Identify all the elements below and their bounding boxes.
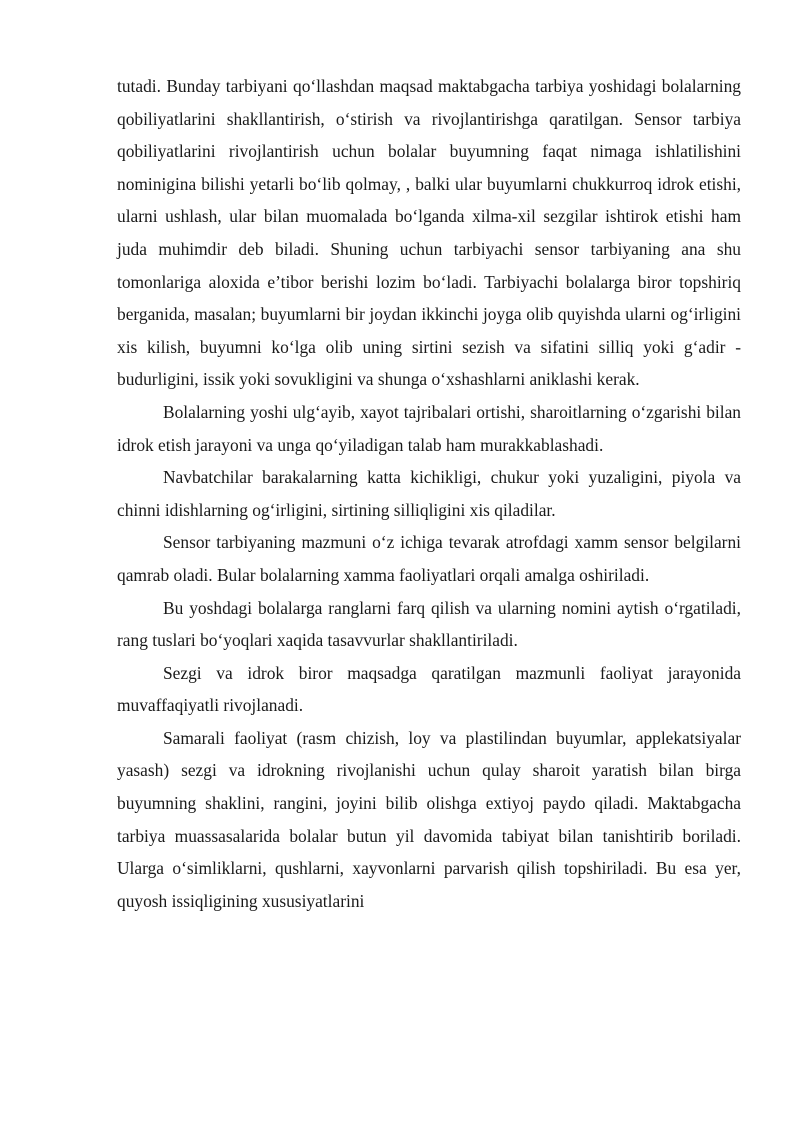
paragraph-continuation: tutadi. Bunday tarbiyani qo‘llashdan maqsad maktabgacha tarbiya yoshidagi bolalarning qobiliyatlarini shakllantirish, o‘stirish va rivojlantirishga qaratilgan. Sensor tarbiya qobiliyatlarini rivojlantirish uchun bolalar buyumning faqat nimaga ishlatilishini nominigina bilishi yetarli bo‘lib qolmay, , balki ular buyumlarni chukkurroq idrok etishi, ularni ushlash, ular bilan muomalada bo‘lganda xilma-xil sezgilar ishtirok etishi ham juda muhimdir deb biladi. Shuning uchun tarbiyachi sensor tarbiyaning ana shu tomonlariga aloxida e’tibor berishi lozim bo‘ladi. Tarbiyachi bolalarga biror topshiriq berganida, masalan; buyumlarni bir joydan ikkinchi joyga olib quyishda ularni og‘irligini xis kilish, buyumni ko‘lga olib uning sirtini sezish va sifatini silliq yoki g‘adir -budurligini, issik yoki sovukligini va shunga o‘xshashlarni aniklashi kerak.: [117, 76, 741, 390]
document-page: [117, 70, 741, 917]
paragraph-purposeful-activity: Sezgi va idrok biror maqsadga qaratilgan mazmunli faoliyat jarayonida muvaffaqiyatli rivojlanadi.: [117, 662, 741, 716]
paragraph-productive-activity: Samarali faoliyat (rasm chizish, loy va plastilindan buyumlar, applekatsiyalar yasash) sezgi va idrokning rivojlanishi uchun qulay sharoit yaratish bilan birga buyumning shaklini, rangini, joyini bilib olishga extiyoj paydo qiladi. Maktabgacha tarbiya muassasalarida bolalar butun yil davomida tabiyat bilan tanishtirib boriladi. Ularga o‘simliklarni, qushlarni, xayvonlarni parvarish qilish topshiriladi. Bu esa yer, quyosh issiqligining xususiyatlarini: [117, 727, 741, 911]
paragraph-sensor-content: Sensor tarbiyaning mazmuni o‘z ichiga tevarak atrofdagi xamm sensor belgilarni qamrab oladi. Bular bolalarning xamma faoliyatlari orqali amalga oshiriladi.: [117, 532, 741, 585]
paragraph-duty-children: Navbatchilar barakalarning katta kichikligi, chukur yoki yuzaligini, piyola va chinni idishlarning og‘irligini, sirtining silliqligini xis qiladilar.: [117, 467, 741, 520]
paragraph-colors: Bu yoshdagi bolalarga ranglarni farq qilish va ularning nomini aytish o‘rgatiladi, rang tuslari bo‘yoqlari xaqida tasavvurlar shakllantiriladi.: [117, 597, 741, 651]
paragraph-perception-growth: Bolalarning yoshi ulg‘ayib, xayot tajribalari ortishi, sharoitlarning o‘zgarishi bilan idrok etish jarayoni va unga qo‘yiladigan talab ham murakkablashadi.: [117, 401, 741, 455]
